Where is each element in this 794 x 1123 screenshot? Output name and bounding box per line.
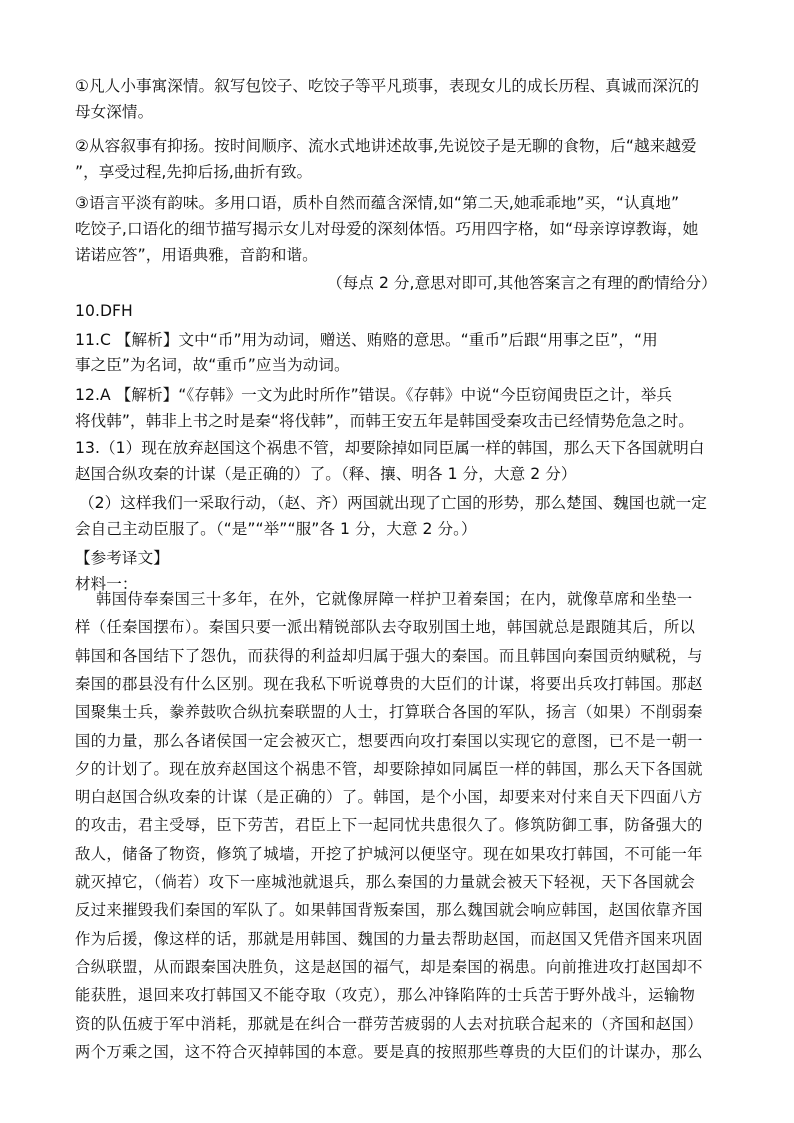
answer-line: ①凡人小事寓深情。叙写包饺子、吃饺子等平凡琐事，表现女儿的成长历程、真诚而深沉的 xyxy=(75,77,700,95)
answer-line: ②从容叙事有抑扬。按时间顺序、流水式地讲述故事,先说饺子是无聊的食物，后“越来越爱 xyxy=(75,137,697,155)
translation-line: 国的力量，那么各诸侯国一定会被灭亡，想要西向攻打秦国以实现它的意图，已不是一朝一 xyxy=(75,731,703,750)
answer-line: 赵国合纵攻秦的计谋（是正确的）了。（释、攘、明各 1 分，大意 2 分） xyxy=(75,465,577,483)
translation-line: 明白赵国合纵攻秦的计谋（是正确的）了。韩国，是个小国，却要来对付来自天下四面八方 xyxy=(75,788,703,807)
translation-line: 样（任秦国摆布）。秦国只要一派出精锐部队去夺取别国土地，韩国就总是跟随其后，所以 xyxy=(75,618,696,637)
translation-line: 韩国侍奉秦国三十多年，在外，它就像屏障一样护卫着秦国；在内，就像草席和坐垫一 xyxy=(75,590,693,608)
answer-line: 10.DFH xyxy=(75,302,133,320)
answer-line: ③语言平淡有韵味。多用口语，质朴自然而蕴含深情,如“第二天,她乖乖地”买，“认真地” xyxy=(75,194,680,212)
translation-line: 作为后援，像这样的话，那就是用韩国、魏国的力量去帮助赵国，而赵国又凭借齐国来巩固 xyxy=(75,929,703,948)
answer-line: 会自己主动臣服了。（“是”“举”“服”各 1 分，大意 2 分。） xyxy=(75,520,477,538)
answer-line: 12.A 【解析】“《存韩》一文为此时所作”错误。《存韩》中说“今臣窃闻贵臣之计，举兵 xyxy=(75,386,672,404)
translation-line: 两个万乘之国，这不符合灭掉韩国的本意。要是真的按照那些尊贵的大臣们的计谋办，那么 xyxy=(75,1042,703,1061)
answer-line: 材料一： xyxy=(75,575,138,593)
answer-line: 13.（1）现在放弃赵国这个祸患不管，却要除掉如同臣属一样的韩国，那么天下各国就明白 xyxy=(75,439,705,457)
translation-line: 秦国的郡县没有什么区别。现在我私下听说尊贵的大臣们的计谋，将要出兵攻打韩国。那赵 xyxy=(75,674,703,693)
translation-line: 资的队伍疲于军中消耗，那就是在纠合一群劳苦疲弱的人去对抗联合起来的（齐国和赵国） xyxy=(75,1014,703,1033)
answer-line: 诺诺应答”，用语典雅，音韵和谐。 xyxy=(75,246,318,264)
translation-line: 敌人，储备了物资，修筑了城墙，开挖了护城河以便坚守。现在如果攻打韩国，不可能一年 xyxy=(75,844,703,863)
reference-translation-heading: 【参考译文】 xyxy=(75,549,169,567)
translation-line: 就灭掉它，（倘若）攻下一座城池就退兵，那么秦国的力量就会被天下轻视，天下各国就会 xyxy=(75,873,696,891)
translation-line: 的攻击，君主受辱，臣下劳苦，君臣上下一起同忧共患很久了。修筑防御工事，防备强大的 xyxy=(75,816,703,835)
translation-line: 国聚集士兵，豢养鼓吹合纵抗秦联盟的人士，打算联合各国的军队，扬言（如果）不削弱秦 xyxy=(75,703,703,722)
translation-line: 韩国和各国结下了怨仇，而获得的利益却归属于强大的秦国。而且韩国向秦国贡纳赋税，与 xyxy=(75,646,703,665)
translation-line: 反过来摧毁我们秦国的军队了。如果韩国背叛秦国，那么魏国就会响应韩国，赵国依靠齐国 xyxy=(75,901,703,920)
answer-line: 11.C 【解析】文中“币”用为动词，赠送、贿赂的意思。“重币”后跟“用事之臣”，“用 xyxy=(75,331,658,349)
translation-line: 合纵联盟，从而跟秦国决胜负，这是赵国的福气，却是秦国的祸患。向前推进攻打赵国却不 xyxy=(75,957,703,976)
translation-line: 能获胜，退回来攻打韩国又不能夺取（攻克），那么冲锋陷阵的士兵苦于野外战斗，运输物 xyxy=(75,986,696,1005)
answer-line: 吃饺子,口语化的细节描写揭示女儿对母爱的深刻体悟。巧用四字格，如“母亲谆谆教诲，她 xyxy=(75,220,699,238)
answer-line: ”，享受过程,先抑后扬,曲折有致。 xyxy=(75,163,313,181)
answer-line: 事之臣”为名词，故“重币”应当为动词。 xyxy=(75,356,350,374)
translation-line: 夕的计划了。现在放弃赵国这个祸患不管，却要除掉如同属臣一样的韩国，那么天下各国就 xyxy=(75,759,703,778)
answer-line: （2）这样我们一采取行动，（赵、齐）两国就出现了亡国的形势，那么楚国、魏国也就一定 xyxy=(79,494,707,512)
answer-line: 将伐韩”，韩非上书之时是秦“将伐韩”，而韩王安五年是韩国受秦攻击已经情势危急之时。 xyxy=(75,412,694,430)
scoring-note: （每点 2 分,意思对即可,其他答案言之有理的酌情给分） xyxy=(327,274,717,292)
answer-line: 母女深情。 xyxy=(75,103,154,121)
